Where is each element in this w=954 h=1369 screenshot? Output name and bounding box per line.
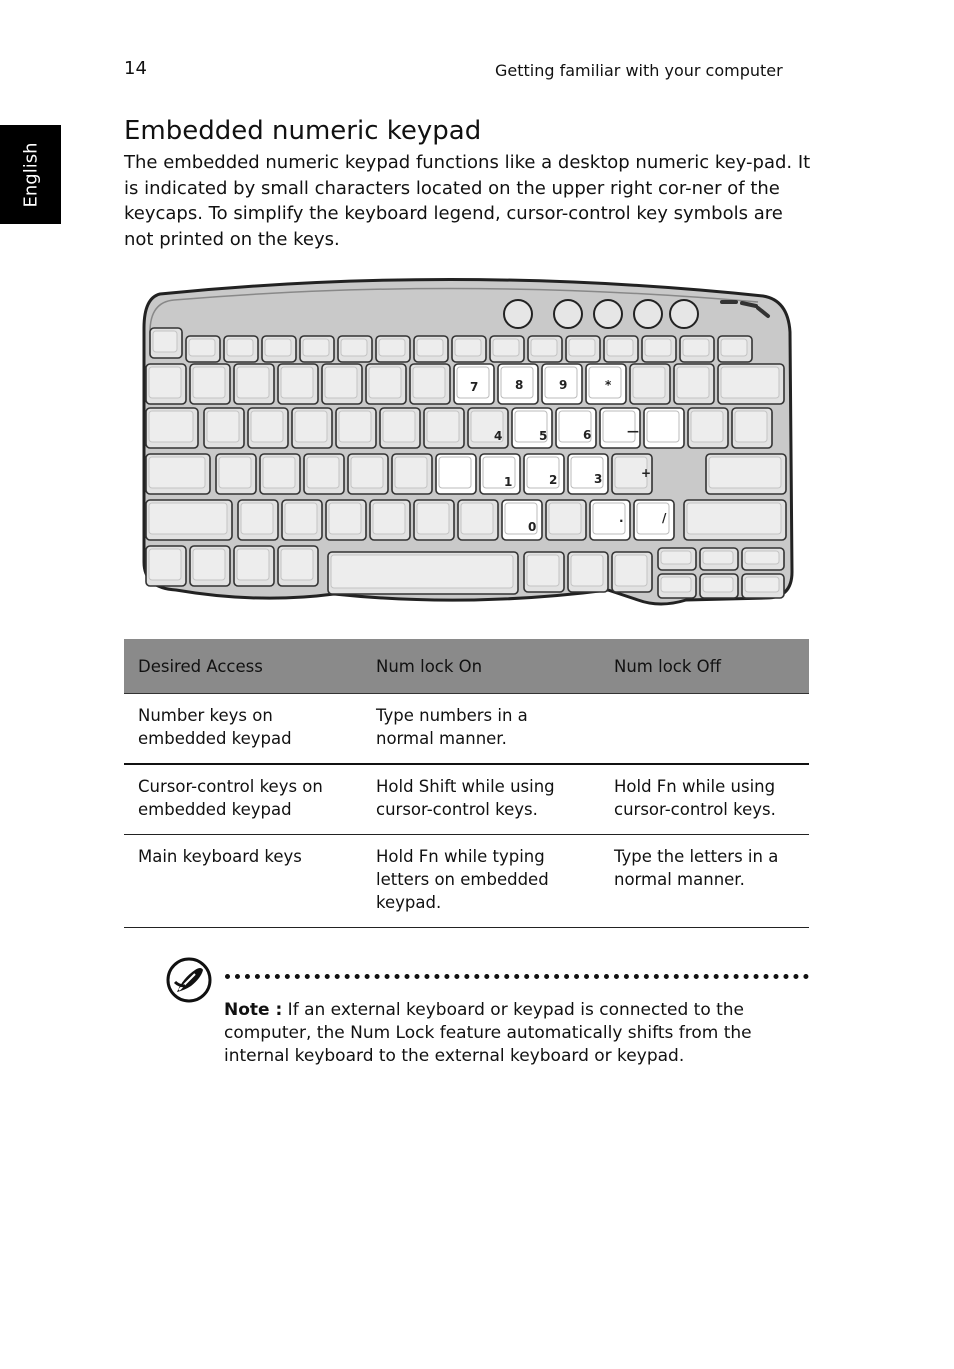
backspace-key (718, 364, 784, 404)
key (732, 408, 772, 448)
table-row (124, 835, 809, 928)
key (370, 500, 410, 540)
keypad-label: . (619, 511, 624, 525)
key (392, 454, 432, 494)
table-row (124, 694, 809, 765)
keypad-label: 2 (549, 473, 558, 487)
arrow-key (658, 574, 696, 598)
function-key (262, 336, 296, 362)
table-cell (600, 694, 809, 765)
key (336, 408, 376, 448)
table-cell: Number keys on embedded keypad (124, 694, 362, 765)
tab-key (146, 408, 198, 448)
function-key (224, 336, 258, 362)
keyboard-svg (138, 272, 798, 614)
table-cell: Main keyboard keys (124, 835, 362, 928)
key (410, 364, 450, 404)
function-key (338, 336, 372, 362)
function-key (680, 336, 714, 362)
shift-key (146, 500, 232, 540)
escape-key (150, 328, 182, 358)
keypad-label: 4 (494, 429, 503, 443)
space-bar (328, 552, 518, 594)
arrow-key (658, 548, 696, 570)
key (630, 364, 670, 404)
launch-button (554, 300, 582, 328)
key (190, 364, 230, 404)
num-lock-table (124, 639, 809, 928)
key (326, 500, 366, 540)
function-key (414, 336, 448, 362)
function-key (604, 336, 638, 362)
launch-button (634, 300, 662, 328)
column-header: Num lock On (362, 639, 600, 694)
function-key (642, 336, 676, 362)
table-cell: Cursor-control keys on embedded keypad (124, 764, 362, 835)
function-key (718, 336, 752, 362)
keypad-label: 1 (504, 475, 513, 489)
page-number: 14 (124, 58, 147, 79)
key (414, 500, 454, 540)
note-divider (225, 974, 809, 979)
right-shift-key (684, 500, 786, 540)
keypad-label: 0 (528, 520, 537, 534)
key (322, 364, 362, 404)
table-cell: Type numbers in a normal manner. (362, 694, 600, 765)
key (458, 500, 498, 540)
note-body: If an external keyboard or keypad is connected to the computer, the Num Lock feature automatically shifts from the internal keyboard to the external keyboard or keypad. (224, 1000, 752, 1066)
language-tab-label: English (20, 142, 41, 207)
key (234, 364, 274, 404)
keypad-label: — (627, 424, 639, 438)
keyboard-illustration (138, 272, 798, 614)
key (546, 500, 586, 540)
keypad-key (590, 500, 630, 540)
table-cell: Hold Shift while using cursor-control keys. (362, 764, 600, 835)
keypad-key (634, 500, 674, 540)
table-header-row (124, 639, 809, 694)
key (688, 408, 728, 448)
function-key (490, 336, 524, 362)
key (380, 408, 420, 448)
keypad-label: 6 (583, 428, 592, 442)
function-key (566, 336, 600, 362)
key (248, 408, 288, 448)
modifier-key (568, 552, 608, 592)
note-text (224, 999, 784, 1068)
key (424, 408, 464, 448)
key (146, 364, 186, 404)
modifier-key (524, 552, 564, 592)
caps-lock-key (146, 454, 210, 494)
language-tab (0, 125, 61, 224)
key (204, 408, 244, 448)
table-row (124, 764, 809, 835)
table-cell: Type the letters in a normal manner. (600, 835, 809, 928)
keypad-key (644, 408, 684, 448)
enter-key (706, 454, 786, 494)
running-title: Getting familiar with your computer (495, 61, 783, 80)
note-icon (165, 956, 213, 1004)
arrow-key (700, 548, 738, 570)
table-cell: Hold Fn while using cursor-control keys. (600, 764, 809, 835)
key (366, 364, 406, 404)
arrow-key (742, 574, 784, 598)
arrow-key (742, 548, 784, 570)
modifier-key (146, 546, 186, 586)
key (304, 454, 344, 494)
key (216, 454, 256, 494)
launch-button (504, 300, 532, 328)
key (282, 500, 322, 540)
keypad-label: 9 (559, 378, 568, 392)
key (348, 454, 388, 494)
intro-paragraph: The embedded numeric keypad functions like a desktop numeric key-pad. It is indicated by small characters located on the upper right cor-ner of the keycaps. To simplify the keyboard legend, cursor-control key symbols are not printed on the keys. (124, 152, 811, 250)
function-key (528, 336, 562, 362)
key (674, 364, 714, 404)
key (260, 454, 300, 494)
launch-button (670, 300, 698, 328)
function-key (186, 336, 220, 362)
section-title: Embedded numeric keypad (124, 116, 482, 146)
note-label: Note : (224, 1000, 283, 1020)
keypad-label: 8 (515, 378, 524, 392)
key (238, 500, 278, 540)
modifier-key (190, 546, 230, 586)
keypad-key (524, 454, 564, 494)
keypad-label: * (605, 378, 612, 392)
function-key (376, 336, 410, 362)
key (278, 364, 318, 404)
function-key (300, 336, 334, 362)
key (292, 408, 332, 448)
modifier-key (278, 546, 318, 586)
keypad-label: 7 (470, 380, 479, 394)
keypad-label: + (641, 466, 652, 480)
keypad-label: / (662, 511, 667, 525)
modifier-key (234, 546, 274, 586)
arrow-key (700, 574, 738, 598)
table-cell: Hold Fn while typing letters on embedded keypad. (362, 835, 600, 928)
column-header: Desired Access (124, 639, 362, 694)
keypad-key (480, 454, 520, 494)
keypad-label: 3 (594, 472, 603, 486)
launch-button (594, 300, 622, 328)
keypad-label: 5 (539, 429, 548, 443)
column-header: Num lock Off (600, 639, 809, 694)
modifier-key (612, 552, 652, 592)
function-key (452, 336, 486, 362)
keypad-key (436, 454, 476, 494)
